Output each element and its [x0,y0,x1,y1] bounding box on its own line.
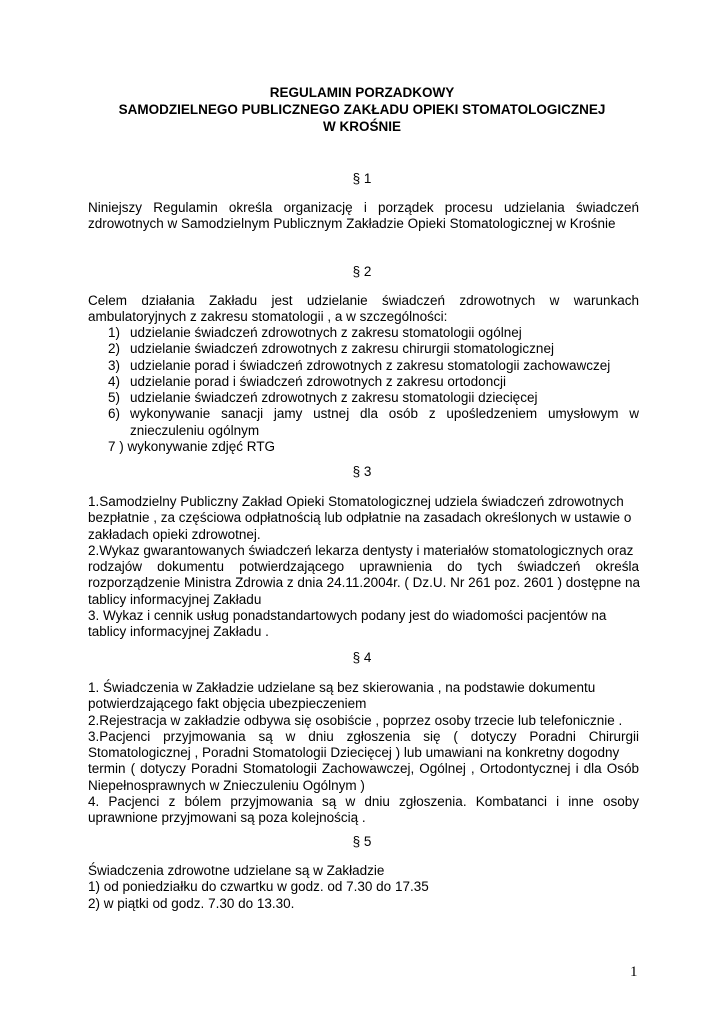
title-line-1: REGULAMIN PORZADKOWY [269,85,455,100]
list-item: 3) udzielanie porad i świadczeń zdrowotnych z zakresu stomatologii zachowawczej [108,357,611,373]
title-line-2: SAMODZIELNEGO PUBLICZNEGO ZAKŁADU OPIEKI STOMATOLOGICZNEJ [118,102,606,117]
section-4-text: 1. Świadczenia w Zakładzie udzielane są bez skierowania , na podstawie dokumentu potwierdzającego fakt objęcia ubezpieczeniem 2.Rejestracja w zakładzie odbywa się osobiście , poprzez osoby trzecie lub telefonicznie . 3.Pacjenci przyjmowania są w dniu zgłoszenia się ( dotyczy Poradni Chirurgii Stomatologicznej , Poradni Stomatologii Dziecięcej ) lub umawiani na konkretny dogodny termin ( dotyczy Poradni Stomatologii Zachowawczej, Ogólnej , Ortodontycznej i dla Osób Niepełnosprawnych w Znieczuleniu Ogólnym ) 4. Pacjenci z bólem przyjmowania są w dniu zgłoszenia. Kombatanci i inne osoby uprawnione przyjmowani są poza kolejnością . [88,680,639,826]
section-2-line: ambulatoryjnych z zakresu stomatologii , a w szczególności: [88,309,448,325]
section-4-heading: § 4 [352,650,372,665]
list-item: 6) wykonywanie sanacji jamy ustnej dla osób z upośledzeniem umysłowym w znieczuleniu ogólnym [108,406,639,438]
list-item: 2) udzielanie świadczeń zdrowotnych z zakresu chirurgii stomatologicznej [108,341,554,357]
document-title [0,84,724,135]
section-3-heading: § 3 [352,464,372,479]
list-item: 7 ) wykonywanie zdjęć RTG [108,439,276,455]
section-2-line: Celem działania Zakładu jest udzielanie świadczeń zdrowotnych w warunkach [88,293,639,308]
section-2-heading: § 2 [352,264,372,279]
section-5-heading: § 5 [352,834,372,849]
section-1-heading: § 1 [352,171,372,186]
section-3-text: 1.Samodzielny Publiczny Zakład Opieki Stomatologicznej udziela świadczeń zdrowotnych bezpłatnie , za częściowa odpłatnością lub odpłatnie na zasadach określonych w ustawie o zakładach opieki zdrowotnej. 2.Wykaz gwarantowanych świadczeń lekarza dentysty i materiałów stomatologicznych oraz rodzajów dokumentu potwierdzającego uprawnienia do tych świadczeń określa rozporządzenie Ministra Zdrowia z dnia 24.11.2004r. ( Dz.U. Nr 261 poz. 2601 ) dostępne na tablicy informacyjnej Zakładu 3. Wykaz i cennik usług ponadstandartowych podany jest do wiadomości pacjentów na tablicy informacyjnej Zakładu . [88,494,641,640]
title-line-3: W KROŚNIE [322,119,401,134]
section-5-text: Świadczenia zdrowotne udzielane są w Zakładzie 1) od poniedziałku do czwartku w godz. od 7.30 do 17.35 2) w piątki od godz. 7.30 do 13.30. [88,863,429,911]
list-item: 4) udzielanie porad i świadczeń zdrowotnych z zakresu ortodoncji [108,373,506,389]
section-1-text [88,200,639,233]
section-1-line: Niniejszy Regulamin określa organizację i porządek procesu udzielania świadczeń [88,200,639,215]
section-2-list [88,325,639,455]
section-1-line: zdrowotnych w Samodzielnym Publicznym Zakładzie Opieki Stomatologicznej w Krośnie [88,216,616,232]
list-item: 5) udzielanie świadczeń zdrowotnych z zakresu stomatologii dziecięcej [108,390,538,406]
page-number: 1 [630,964,638,980]
section-2-intro [88,293,639,326]
list-item: 1) udzielanie świadczeń zdrowotnych z zakresu stomatologii ogólnej [108,325,522,340]
